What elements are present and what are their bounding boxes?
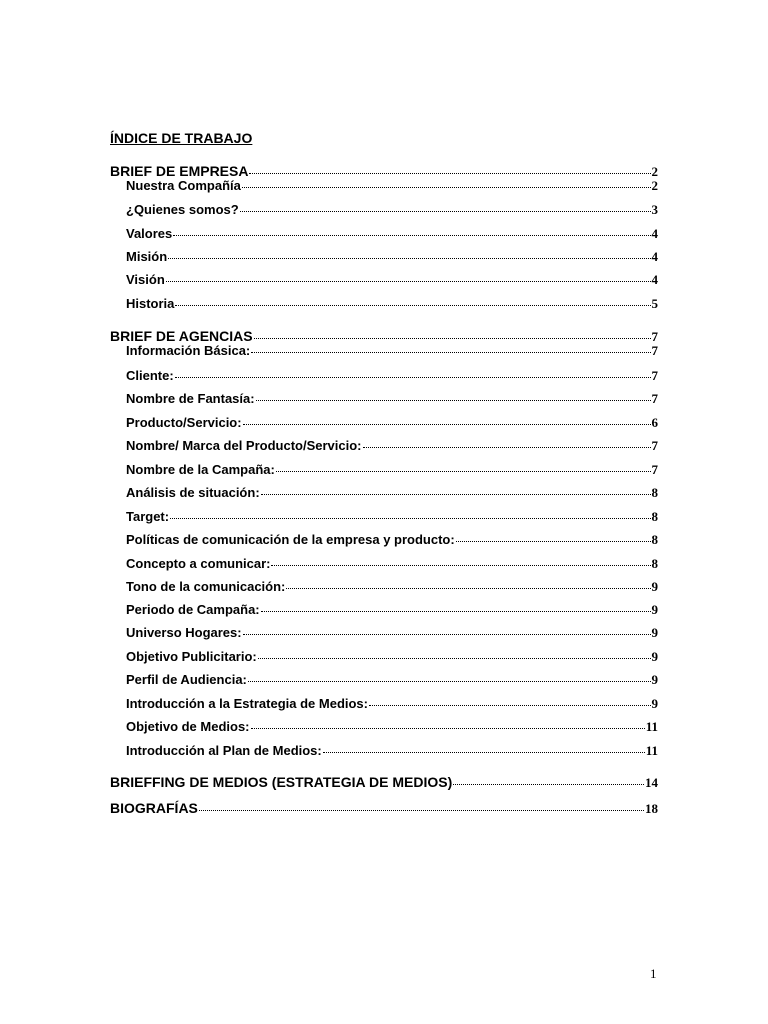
toc-entry-page: 8: [651, 532, 658, 547]
dot-leader: [363, 447, 651, 448]
toc-entry-label: Introducción a la Estrategia de Medios:: [126, 696, 368, 711]
toc-entry-label: Introducción al Plan de Medios:: [126, 743, 322, 758]
dot-leader: [369, 705, 651, 706]
toc-subsection[interactable]: [126, 226, 658, 242]
toc-subsection[interactable]: [126, 202, 658, 218]
toc-entry-page: 8: [651, 556, 658, 571]
toc-entry-page: 9: [651, 579, 658, 594]
dot-leader: [242, 187, 651, 188]
dot-leader: [453, 784, 644, 785]
toc-entry-page: 7: [651, 438, 658, 453]
toc-section[interactable]: [110, 800, 658, 817]
toc-entry-label: Nuestra Compañía: [126, 178, 241, 193]
toc-entry-label: Objetivo Publicitario:: [126, 649, 257, 664]
toc-subsection[interactable]: [126, 719, 658, 735]
toc-subsection[interactable]: [126, 249, 658, 265]
dot-leader: [323, 752, 645, 753]
dot-leader: [175, 305, 650, 306]
toc-entry-page: 8: [651, 509, 658, 524]
toc-entry-page: 6: [651, 415, 658, 430]
dot-leader: [243, 634, 651, 635]
toc-entry-label: ¿Quienes somos?: [126, 202, 239, 217]
toc-entry-label: Historia: [126, 296, 175, 311]
toc-entry-page: 11: [645, 719, 658, 734]
toc-subsection[interactable]: [126, 602, 658, 618]
toc-entry-page: 9: [651, 625, 658, 640]
dot-leader: [166, 281, 651, 282]
toc-entry-page: 5: [651, 296, 658, 311]
toc-entry-label: BIOGRAFÍAS: [110, 800, 198, 816]
toc-subsection[interactable]: [126, 556, 658, 572]
toc-entry-label: Información Básica:: [126, 343, 251, 358]
dot-leader: [271, 565, 650, 566]
toc-entry-page: 18: [645, 801, 658, 816]
index-title: ÍNDICE DE TRABAJO: [110, 130, 253, 146]
toc-entry-page: 14: [645, 775, 658, 790]
toc-subsection[interactable]: [126, 272, 658, 288]
toc-entry-label: Políticas de comunicación de la empresa y producto:: [126, 532, 455, 547]
toc-entry-label: Tono de la comunicación:: [126, 579, 286, 594]
toc-entry-page: 4: [651, 272, 658, 287]
toc-entry-page: 9: [651, 649, 658, 664]
toc-entry-label: Nombre de Fantasía:: [126, 391, 255, 406]
toc-entry-page: 11: [645, 743, 658, 758]
toc-subsection[interactable]: [126, 532, 658, 548]
toc-entry-page: 7: [651, 368, 658, 383]
toc-entry-page: 7: [651, 343, 658, 358]
toc-subsection[interactable]: [126, 462, 658, 478]
toc-entry-label: Producto/Servicio:: [126, 415, 242, 430]
toc-entry-page: 4: [651, 249, 658, 264]
dot-leader: [251, 352, 650, 353]
toc-entry-label: Objetivo de Medios:: [126, 719, 250, 734]
dot-leader: [261, 494, 651, 495]
dot-leader: [256, 400, 651, 401]
toc-entry-page: 2: [651, 164, 658, 179]
toc-subsection[interactable]: [126, 509, 658, 525]
toc-entry-label: Target:: [126, 509, 170, 524]
toc-entry-page: 3: [651, 202, 658, 217]
toc-subsection[interactable]: [126, 625, 658, 641]
toc-subsection[interactable]: [126, 696, 658, 712]
dot-leader: [258, 658, 651, 659]
toc-entry-page: 4: [651, 226, 658, 241]
toc-entry-label: Concepto a comunicar:: [126, 556, 271, 571]
toc-entry-page: 9: [651, 672, 658, 687]
toc-entry-label: BRIEF DE EMPRESA: [110, 163, 249, 179]
dot-leader: [199, 810, 644, 811]
toc-entry-label: Cliente:: [126, 368, 174, 383]
toc-entry-page: 9: [651, 696, 658, 711]
dot-leader: [175, 377, 651, 378]
toc-entry-page: 8: [651, 485, 658, 500]
toc-subsection[interactable]: [126, 178, 658, 194]
toc-entry-page: 7: [651, 391, 658, 406]
toc-subsection[interactable]: [126, 368, 658, 384]
toc-entry-page: 9: [651, 602, 658, 617]
dot-leader: [254, 338, 651, 339]
toc-entry-label: Análisis de situación:: [126, 485, 260, 500]
toc-subsection[interactable]: [126, 438, 658, 454]
dot-leader: [286, 588, 650, 589]
toc-subsection[interactable]: [126, 391, 658, 407]
dot-leader: [168, 258, 650, 259]
page-number: 1: [650, 966, 657, 981]
toc-entry-label: BRIEF DE AGENCIAS: [110, 328, 253, 344]
toc-entry-page: 2: [651, 178, 658, 193]
toc-subsection[interactable]: [126, 415, 658, 431]
toc-entry-label: Nombre/ Marca del Producto/Servicio:: [126, 438, 362, 453]
dot-leader: [173, 235, 650, 236]
toc-subsection[interactable]: [126, 343, 658, 359]
toc-subsection[interactable]: [126, 579, 658, 595]
dot-leader: [170, 518, 650, 519]
dot-leader: [248, 681, 651, 682]
toc-section[interactable]: [110, 774, 658, 791]
dot-leader: [240, 211, 651, 212]
toc-subsection[interactable]: [126, 743, 658, 759]
dot-leader: [456, 541, 651, 542]
toc-entry-label: Nombre de la Campaña:: [126, 462, 275, 477]
toc-subsection[interactable]: [126, 649, 658, 665]
toc-subsection[interactable]: [126, 485, 658, 501]
dot-leader: [249, 173, 650, 174]
dot-leader: [261, 611, 651, 612]
toc-entry-page: 7: [651, 462, 658, 477]
toc-entry-label: Visión: [126, 272, 165, 287]
toc-entry-label: Periodo de Campaña:: [126, 602, 260, 617]
toc-entry-label: BRIEFFING DE MEDIOS (ESTRATEGIA DE MEDIOS): [110, 774, 453, 790]
dot-leader: [243, 424, 651, 425]
toc-subsection[interactable]: [126, 296, 658, 312]
dot-leader: [251, 728, 645, 729]
toc-entry-label: Perfil de Audiencia:: [126, 672, 247, 687]
toc-entry-label: Valores: [126, 226, 173, 241]
toc-entry-page: 7: [651, 329, 658, 344]
toc-entry-label: Universo Hogares:: [126, 625, 242, 640]
toc-entry-label: Misión: [126, 249, 168, 264]
dot-leader: [276, 471, 651, 472]
toc-subsection[interactable]: [126, 672, 658, 688]
